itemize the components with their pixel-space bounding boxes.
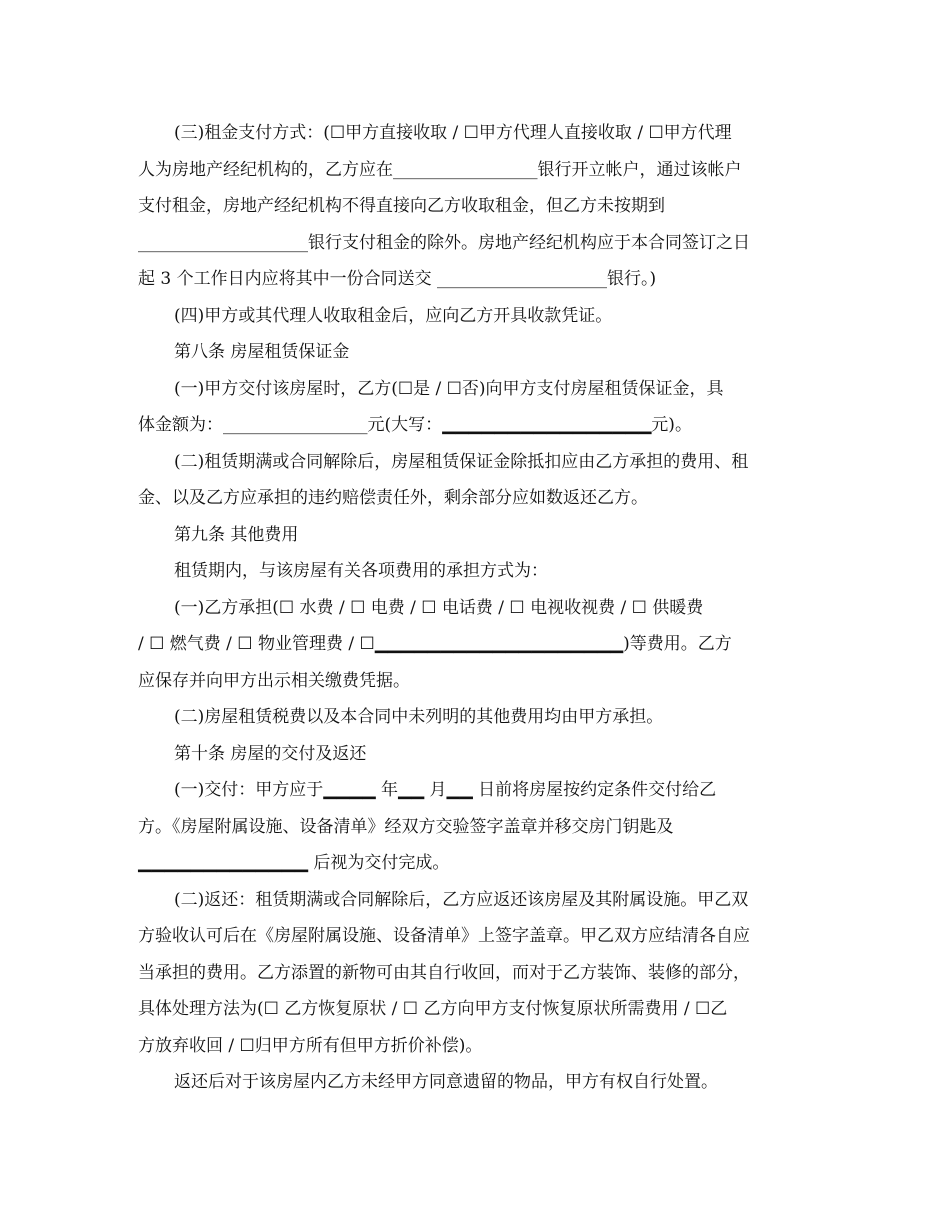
text-line: 返还后对于该房屋内乙方未经甲方同意遗留的物品，甲方有权自行处置。: [174, 1072, 718, 1092]
text-line: 人为房地产经纪机构的，乙方应在_________________银行开立帐户，通过该帐户: [138, 159, 742, 180]
text-line: 支付租金，房地产经纪机构不得直接向乙方收取租金，但乙方未按期到: [138, 196, 665, 216]
text-line: 方验收认可后在《房屋附属设施、设备清单》上签字盖章。甲乙双方应结清各自应: [138, 926, 750, 946]
text-line: 方。《房屋附属设施、设备清单》经双方交验签字盖章并移交房门钥匙及: [138, 816, 674, 837]
text-line: (三)租金支付方式：(☐甲方直接收取 / ☐甲方代理人直接收取 / ☐甲方代理: [174, 123, 732, 143]
text-line: (一)交付：甲方应于▁▁▁▁ 年▁▁ 月▁▁ 日前将房屋按约定条件交付给乙: [174, 780, 717, 800]
text-line: 体金额为：_________________元(大写：▁▁▁▁▁▁▁▁▁▁▁▁▁▁▁▁元)。: [138, 415, 692, 435]
text-line: (一)甲方交付该房屋时，乙方(☐是 / ☐否)向甲方支付房屋租赁保证金，具: [174, 378, 724, 399]
text-line: (二)租赁期满或合同解除后，房屋租赁保证金除抵扣应由乙方承担的费用、租: [174, 451, 749, 472]
text-line: 起 3 个工作日内应将其中一份合同送交 ____________________银行。): [138, 269, 657, 289]
text-line: (二)返还：租赁期满或合同解除后，乙方应返还该房屋及其附属设施。甲乙双: [174, 889, 749, 910]
text-line: 应保存并向甲方出示相关缴费凭据。: [138, 670, 410, 691]
article-heading: 第八条 房屋租赁保证金: [174, 342, 350, 362]
text-line: 当承担的费用。乙方添置的新物可由其自行收回，而对于乙方装饰、装修的部分，: [138, 962, 750, 983]
text-line: (二)房屋租赁税费以及本合同中未列明的其他费用均由甲方承担。: [174, 707, 664, 727]
text-line: 租赁期内，与该房屋有关各项费用的承担方式为：: [174, 561, 548, 581]
text-line: (四)甲方或其代理人收取租金后，应向乙方开具收款凭证。: [174, 305, 613, 326]
text-line: 具体处理方法为(☐ 乙方恢复原状 / ☐ 乙方向甲方支付恢复原状所需费用 / ☐乙: [138, 999, 728, 1019]
text-line: ____________________银行支付租金的除外。房地产经纪机构应于本合同签订之日: [138, 232, 750, 253]
text-line: / ☐ 燃气费 / ☐ 物业管理费 / ☐▁▁▁▁▁▁▁▁▁▁▁▁▁▁▁▁▁▁▁)等费用。乙方: [138, 634, 732, 654]
article-heading: 第十条 房屋的交付及返还: [174, 743, 367, 764]
contract-body: [138, 115, 812, 1101]
text-line: (一)乙方承担(☐ 水费 / ☐ 电费 / ☐ 电话费 / ☐ 电视收视费 / ☐ 供暖费: [174, 597, 704, 618]
text-line: 金、以及乙方应承担的违约赔偿责任外，剩余部分应如数返还乙方。: [138, 488, 648, 508]
text-line: 方放弃收回 / ☐归甲方所有但甲方折价补偿)。: [138, 1035, 483, 1056]
text-line: ▁▁▁▁▁▁▁▁▁▁▁▁▁ 后视为交付完成。: [138, 853, 450, 873]
article-heading: 第九条 其他费用: [174, 524, 299, 545]
